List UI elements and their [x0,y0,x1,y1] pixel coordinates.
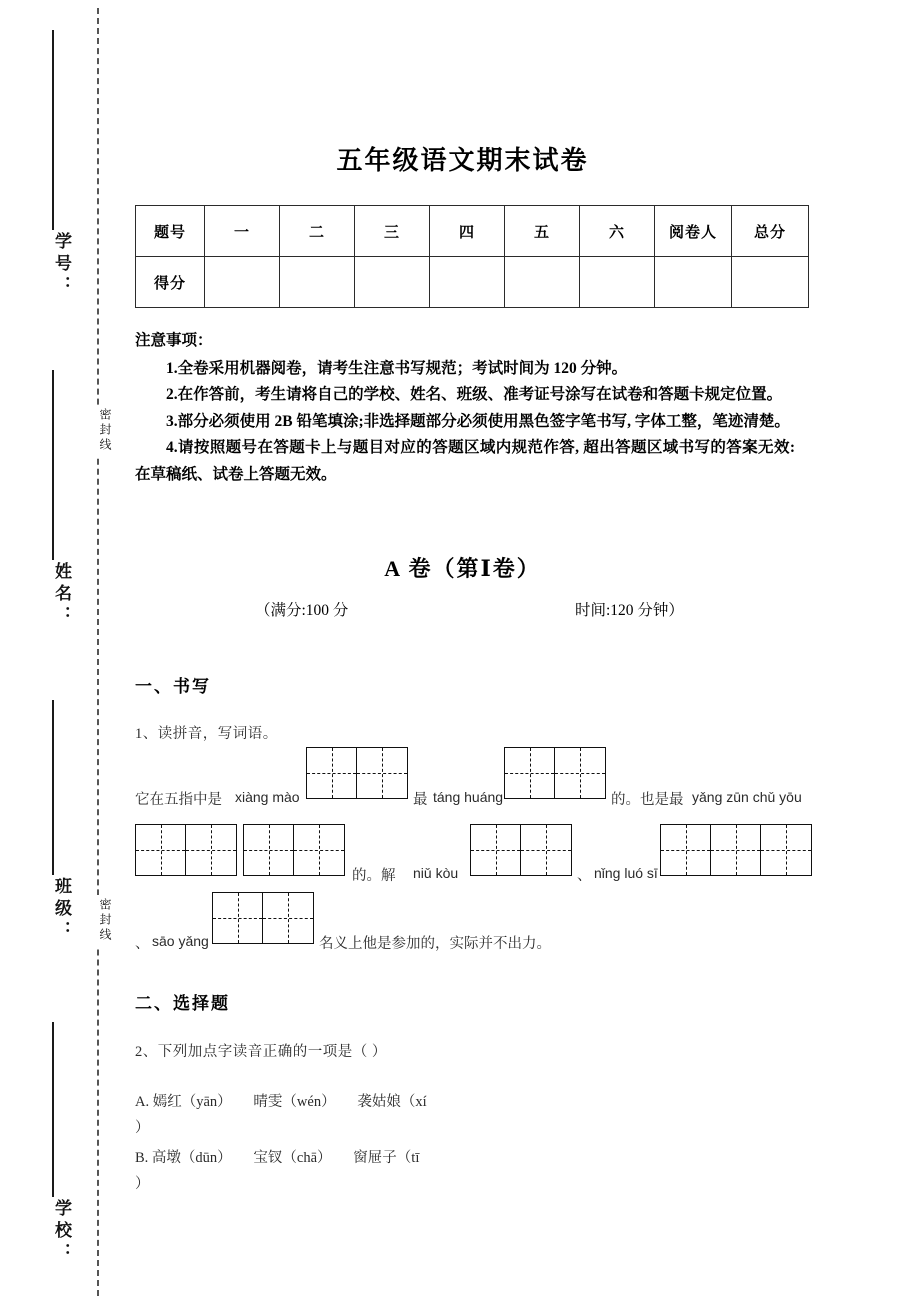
left-seal-margin [0,0,130,1302]
page-title: 五年级语文期末试卷 [336,146,589,175]
grid-cell[interactable] [294,825,344,875]
q1-pinyin-yangzunchuyou: yǎng zūn chǔ yōu [692,789,802,805]
notice-item-4: 4.请按照题号在答题卡上与题目对应的答题区域内规范作答, 超出答题区域书写的答案无效:在草稿纸、试卷上答题无效。 [135,439,795,483]
q1-fragment-2: 最 [413,792,428,808]
grid-cell[interactable] [521,825,571,875]
paper-a-marks-line [130,598,795,622]
margin-rule-4 [52,1022,54,1197]
option-b-wrap: ） [135,1176,150,1192]
margin-label-student-id: 学号： [52,232,71,298]
seal-dashed-line [97,8,99,1296]
seal-line-text-top: 密封线 [78,405,114,456]
score-cell-1[interactable] [205,257,280,308]
option-a-text: 嫣红（yān） 晴雯（wén） 袭姑娘（xí [152,1094,427,1110]
q1-pinyin-tanghuang: táng huáng [433,789,504,805]
score-table-col-3: 三 [355,206,430,257]
q1-fragment-3: 的。也是最 [611,792,684,808]
notice-heading: 注意事项： [135,332,213,349]
score-cell-3[interactable] [355,257,430,308]
q1-pinyin-niukou: niǔ kòu [413,865,459,881]
option-a-label: A. [135,1094,150,1110]
q1-fragment-6: 、 [135,936,150,952]
time-limit-label: 时间:120 分钟） [575,602,684,619]
margin-rule-1 [52,30,54,230]
margin-rule-3 [52,700,54,875]
score-table-col-total: 总分 [732,206,809,257]
section-heading-choice: 二、选择题 [135,994,230,1013]
table-row-score [136,257,809,308]
paper-a-heading: A 卷（第Ⅰ卷） [384,556,541,581]
option-b[interactable] [135,1146,419,1167]
score-table-col-1: 一 [205,206,280,257]
option-b-text: 高墩（dūn） 宝钗（chā） 窗屉子（tī [151,1150,420,1166]
grid-cell[interactable] [186,825,236,875]
grid-cell[interactable] [711,825,761,875]
score-cell-2[interactable] [280,257,355,308]
q1-pinyin-ningluosi: nǐng luó sī [594,865,658,881]
q1-fragment-5: 、 [577,868,592,884]
table-row-header [136,206,809,257]
q1-pinyin-xiangmao: xiàng mào [235,789,300,805]
q1-pinyin-saoyang: sāo yǎng [152,933,209,949]
section-heading-writing: 一、书写 [135,677,211,696]
score-cell-6[interactable] [580,257,655,308]
option-b-label: B. [135,1150,149,1166]
score-table-col-grader: 阅卷人 [655,206,732,257]
grid-tanghuang[interactable] [504,747,606,799]
score-table-col-6: 六 [580,206,655,257]
score-cell-5[interactable] [505,257,580,308]
grid-ningluosi[interactable] [660,824,812,876]
q1-fragment-4: 的。解 [352,868,396,884]
score-cell-4[interactable] [430,257,505,308]
score-table [135,205,809,308]
grid-cell[interactable] [213,893,263,943]
seal-line-text-bottom: 密封线 [78,895,114,946]
score-table-col-4: 四 [430,206,505,257]
grid-cell[interactable] [761,825,811,875]
notice-item-3: 3.部分必须使用 2B 铅笔填涂;非选择题部分必须使用黑色签字笔书写, 字体工整，笔迹清楚。 [166,412,790,430]
grid-cell[interactable] [505,748,555,798]
margin-rule-2 [52,370,54,560]
notice-block [135,328,795,488]
grid-cell[interactable] [136,825,186,875]
q1-fragment-7: 名义上他是参加的，实际并不出力。 [319,936,551,952]
page-content [130,0,920,1302]
option-a[interactable] [135,1090,427,1111]
grid-saoyang[interactable] [212,892,314,944]
margin-label-class: 班级： [52,877,71,943]
score-table-col-5: 五 [505,206,580,257]
score-table-col-2: 二 [280,206,355,257]
grid-cell[interactable] [244,825,294,875]
grid-yangzun[interactable] [135,824,237,876]
grid-cell[interactable] [555,748,605,798]
question-2-prompt: 2、下列加点字读音正确的一项是（ ） [135,1044,387,1060]
grid-xiangmao[interactable] [306,747,408,799]
margin-label-name: 姓名： [52,562,71,628]
grid-chuyou[interactable] [243,824,345,876]
question-1-prompt: 1、读拼音，写词语。 [135,726,278,742]
grid-cell[interactable] [263,893,313,943]
full-marks-label: （满分:100 分 [255,602,349,619]
score-cell-grader[interactable] [655,257,732,308]
grid-cell[interactable] [307,748,357,798]
q1-fragment-1: 它在五指中是 [135,792,222,808]
margin-label-school: 学校： [52,1199,71,1265]
option-a-wrap: ） [135,1120,150,1136]
grid-cell[interactable] [357,748,407,798]
notice-item-2: 2.在作答前，考生请将自己的学校、姓名、班级、准考证号涂写在试卷和答题卡规定位置。 [166,386,783,403]
grid-cell[interactable] [471,825,521,875]
grid-cell[interactable] [661,825,711,875]
score-table-row-label-number: 题号 [136,206,205,257]
grid-niukou[interactable] [470,824,572,876]
score-cell-total[interactable] [732,257,809,308]
notice-item-1: 1.全卷采用机器阅卷，请考生注意书写规范；考试时间为 120 分钟。 [166,359,628,377]
score-table-row-label-score: 得分 [136,257,205,308]
